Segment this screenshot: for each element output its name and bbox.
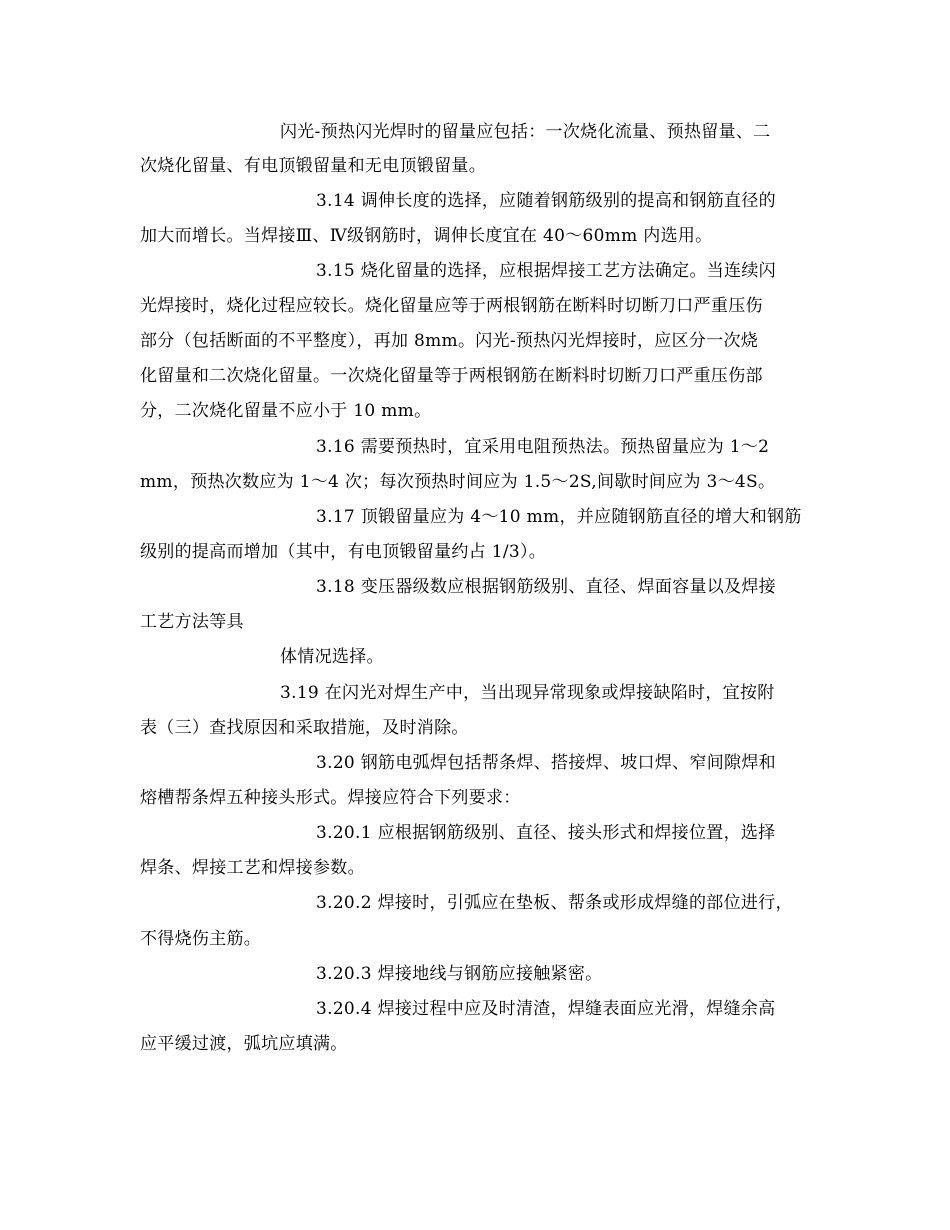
text-line: 3.16 需要预热时，宜采用电阻预热法。预热留量应为 1～2 (316, 437, 770, 457)
text-line: 分，二次烧化留量不应小于 10 mm。 (140, 401, 432, 421)
text-line: 加大而增长。当焊接Ⅲ、Ⅳ级钢筋时，调伸长度宜在 40～60mm 内选用。 (140, 226, 713, 246)
text-line: 熔槽帮条焊五种接头形式。焊接应符合下列要求： (140, 788, 521, 808)
text-line: 不得烧伤主筋。 (140, 929, 262, 949)
text-line: 化留量和二次烧化留量。一次烧化留量等于两根钢筋在断料时切断刀口严重压伤部 (140, 366, 763, 386)
text-line: 表（三）查找原因和采取措施，及时消除。 (140, 718, 469, 738)
text-line: 3.17 顶锻留量应为 4～10 mm，并应随钢筋直径的增大和钢筋 (316, 507, 802, 527)
text-line: 3.20.3 焊接地线与钢筋应接触紧密。 (316, 964, 603, 984)
text-line: 闪光-预热闪光焊时的留量应包括：一次烧化流量、预热留量、二 (280, 122, 771, 142)
text-line: 3.18 变压器级数应根据钢筋级别、直径、焊面容量以及焊接 (316, 577, 776, 597)
text-line: 光焊接时，烧化过程应较长。烧化留量应等于两根钢筋在断料时切断刀口严重压伤 (140, 296, 763, 316)
text-line: 3.20 钢筋电弧焊包括帮条焊、搭接焊、坡口焊、窄间隙焊和 (316, 753, 776, 773)
text-line: 3.20.4 焊接过程中应及时清渣，焊缝表面应光滑，焊缝余高 (316, 999, 776, 1019)
text-line: 3.19 在闪光对焊生产中，当出现异常现象或焊接缺陷时，宜按附 (280, 683, 775, 703)
text-line: 部分（包括断面的不平整度），再加 8mm。闪光-预热闪光焊接时，应区分一次烧 (140, 331, 759, 351)
text-line: 3.20.1 应根据钢筋级别、直径、接头形式和焊接位置，选择 (316, 823, 776, 843)
text-line: 体情况选择。 (280, 647, 384, 667)
text-line: 焊条、焊接工艺和焊接参数。 (140, 858, 365, 878)
text-line: 3.20.2 焊接时，引弧应在垫板、帮条或形成焊缝的部位进行， (316, 893, 793, 913)
text-line: 应平缓过渡，弧坑应填满。 (140, 1034, 348, 1054)
text-line: 次烧化留量、有电顶锻留量和无电顶锻留量。 (140, 156, 486, 176)
text-line: 3.15 烧化留量的选择，应根据焊接工艺方法确定。当连续闪 (316, 261, 776, 281)
text-line: 工艺方法等具 (140, 612, 244, 632)
text-line: 3.14 调伸长度的选择，应随着钢筋级别的提高和钢筋直径的 (316, 191, 776, 211)
text-line: mm，预热次数应为 1～4 次；每次预热时间应为 1.5～2S,间歇时间应为 3～4S。 (140, 472, 776, 492)
text-line: 级别的提高而增加（其中，有电顶锻留量约占 1/3）。 (140, 542, 547, 562)
